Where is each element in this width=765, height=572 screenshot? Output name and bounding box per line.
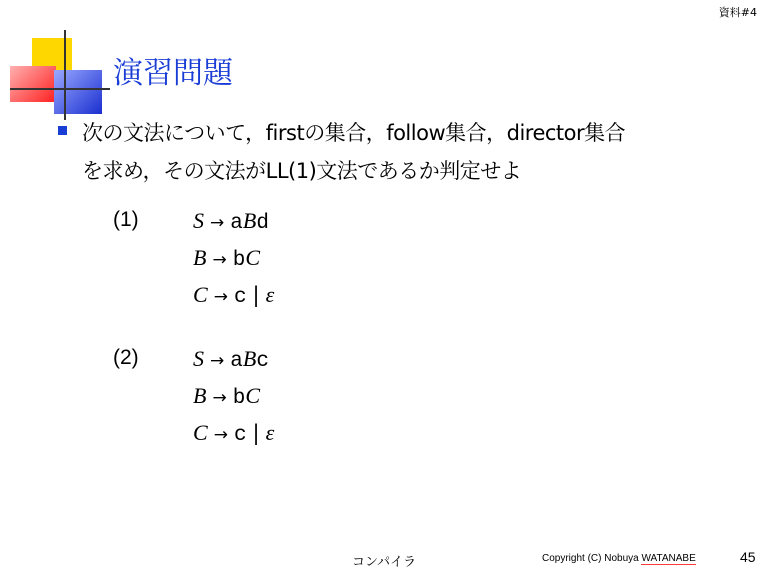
footer-course-title: コンパイラ [352,555,417,570]
nonterminal-symbol: B [242,208,257,233]
terminal-symbol: a [230,350,243,373]
grammar-rule [193,416,274,453]
rule-lhs: S [193,208,204,233]
rule-lhs: B [193,383,207,408]
grammar-rule [193,278,274,315]
terminal-symbol: b [232,387,246,410]
footer-copyright [542,553,696,564]
arrow-icon: → [213,425,228,445]
terminal-symbol: d [256,212,269,235]
nonterminal-symbol: B [242,346,257,371]
blue-square [54,70,102,114]
nonterminal-symbol: C [245,245,260,270]
nonterminal-symbol: C [245,383,260,408]
bullet-text [82,114,722,190]
page-number: 45 [740,549,756,565]
nonterminal-symbol: ε [265,420,275,445]
copyright-prefix: Copyright (C) Nobuya [542,553,642,564]
grammar-rule [193,204,274,241]
arrow-icon: → [210,351,225,371]
grammar-2 [193,342,274,453]
rule-lhs: S [193,346,204,371]
rule-lhs: B [193,245,207,270]
problem-number-2: (2) [113,346,139,369]
alternation-bar: | [252,421,260,445]
terminal-symbol: c [233,286,247,309]
decorative-logo-squares [10,30,110,120]
arrow-icon: → [213,287,228,307]
bullet-line-2: を求め，その文法がLL(1)文法であるか判定せよ [82,159,522,183]
red-square [10,66,56,102]
arrow-icon: → [210,213,225,233]
bullet-line-1: 次の文法について，firstの集合，follow集合，director集合 [82,121,626,145]
grammar-1 [193,204,274,315]
terminal-symbol: a [230,212,243,235]
grammar-rule [193,379,274,416]
horizontal-line [10,88,110,90]
nonterminal-symbol: ε [265,282,275,307]
grammar-rule [193,241,274,278]
grammar-rule [193,342,274,379]
rule-lhs: C [193,420,208,445]
rule-lhs: C [193,282,208,307]
alternation-bar: | [252,283,260,307]
slide-title: 演習問題 [113,56,233,91]
terminal-symbol: b [232,249,246,272]
vertical-line [64,30,66,120]
terminal-symbol: c [256,350,269,373]
copyright-author: WATANABE [641,553,696,564]
problem-number-1: (1) [113,208,139,231]
bullet-square-icon [58,126,67,135]
arrow-icon: → [212,388,227,408]
document-label: 資料#4 [718,6,757,19]
arrow-icon: → [212,250,227,270]
terminal-symbol: c [233,424,247,447]
